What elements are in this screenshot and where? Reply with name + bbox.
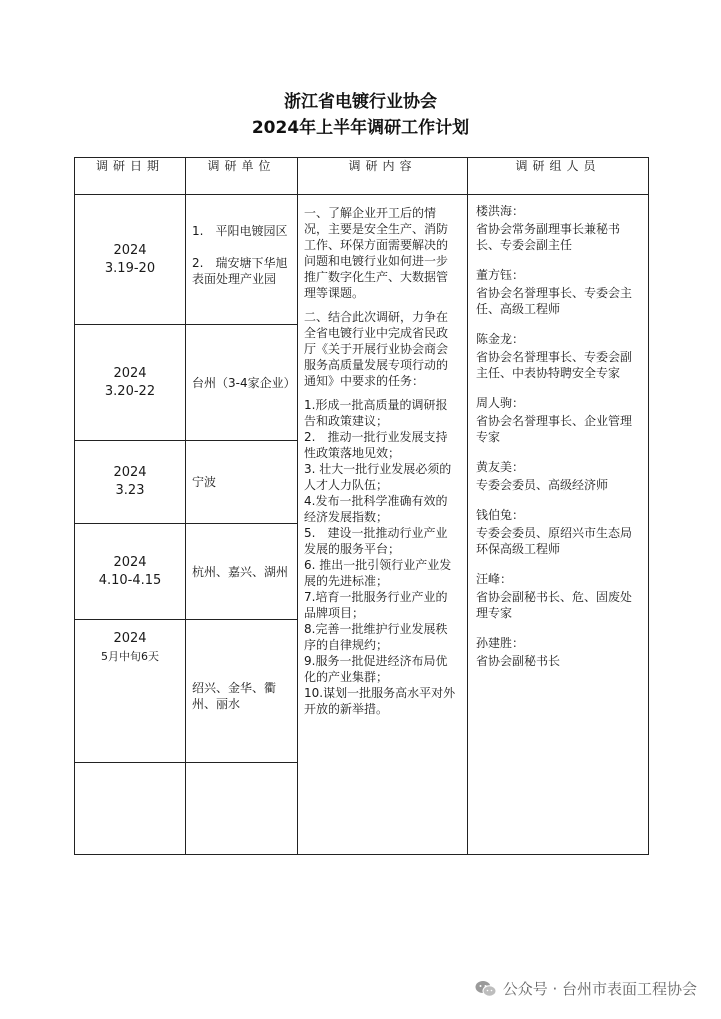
person-entry <box>476 459 642 493</box>
date-year: 2024 <box>113 631 147 646</box>
person-name: 董方钰： <box>476 268 525 282</box>
date-year: 2024 <box>113 365 147 381</box>
person-role: 专委会委员、原绍兴市生态局环保高级工程师 <box>476 526 633 556</box>
person-role: 省协会名誉理事长、专委会副主任、中表协特聘安全专家 <box>476 350 633 380</box>
task-item: 6. 推出一批引领行业产业发展的先进标准； <box>304 558 452 588</box>
unit-cell <box>186 620 298 763</box>
content-para-1: 一、了解企业开工后的情况，主要是安全生产、消防工作、环保方面需要解决的问题和电镀行业如何进一步推广数字化生产、大数据管理等课题。 <box>304 206 449 300</box>
person-name: 周人驹： <box>476 396 525 410</box>
task-item: 2. 推动一批行业发展支持性政策落地见效； <box>304 430 448 460</box>
date-range: 4.10-4.15 <box>98 572 162 588</box>
task-item: 1.形成一批高质量的调研报告和政策建议； <box>304 398 448 428</box>
table-row <box>75 195 649 325</box>
unit-item: 宁波 <box>192 475 217 489</box>
unit-item: 1. 平阳电镀园区 <box>192 224 288 238</box>
date-range: 5月中旬6天 <box>101 650 159 663</box>
task-item: 7.培育一批服务行业产业的品牌项目； <box>304 590 448 620</box>
content-para-2: 二、结合此次调研，力争在全省电镀行业中完成省民政厅《关于开展行业协会商会服务高质量发展专项行动的通知》中要求的任务： <box>304 310 449 388</box>
header-unit: 调研单位 <box>186 158 298 195</box>
unit-cell <box>186 524 298 620</box>
person-name: 钱伯兔： <box>476 508 525 522</box>
person-role: 专委会委员、高级经济师 <box>476 478 609 492</box>
header-date: 调研日期 <box>75 158 186 195</box>
date-cell <box>75 441 186 524</box>
date-cell <box>75 195 186 325</box>
person-name: 孙建胜： <box>476 636 525 650</box>
person-entry <box>476 331 642 381</box>
date-range: 3.19-20 <box>104 260 156 276</box>
unit-item: 2. 瑞安塘下华旭表面处理产业园 <box>192 256 288 286</box>
unit-item: 台州（3-4家企业） <box>192 375 296 390</box>
date-year: 2024 <box>113 242 147 258</box>
person-name: 汪峰： <box>476 572 513 586</box>
unit-item: 绍兴、金华、衢州、丽水 <box>192 681 277 711</box>
person-role: 省协会名誉理事长、企业管理专家 <box>476 414 633 444</box>
people-cell <box>468 195 649 855</box>
date-cell <box>75 620 186 763</box>
wechat-icon <box>475 980 497 998</box>
document-subtitle: 2024年上半年调研工作计划 <box>251 118 470 138</box>
person-entry <box>476 203 642 253</box>
person-entry <box>476 635 642 669</box>
date-year: 2024 <box>113 465 147 480</box>
person-role: 省协会副秘书长 <box>476 654 561 668</box>
date-year: 2024 <box>113 554 147 570</box>
date-cell <box>75 524 186 620</box>
task-item: 10.谋划一批服务高水平对外开放的新举措。 <box>304 686 456 716</box>
date-range: 3.23 <box>115 483 145 498</box>
task-list <box>304 397 459 717</box>
task-item: 3. 壮大一批行业发展必须的人才人力队伍； <box>304 462 452 492</box>
task-item: 5. 建设一批推动行业产业发展的服务平台； <box>304 526 448 556</box>
header-content: 调研内容 <box>298 158 468 195</box>
empty-date-cell <box>75 763 186 855</box>
person-entry <box>476 507 642 557</box>
header-people: 调研组人员 <box>468 158 649 195</box>
person-entry <box>476 571 642 621</box>
person-entry <box>476 395 642 445</box>
table-header-row <box>75 158 649 195</box>
empty-unit-cell <box>186 763 298 855</box>
task-item: 9.服务一批促进经济布局优化的产业集群； <box>304 654 448 684</box>
date-range: 3.20-22 <box>104 383 156 399</box>
document-title: 浙江省电镀行业协会 <box>284 92 437 112</box>
unit-cell <box>186 195 298 325</box>
unit-item: 杭州、嘉兴、湖州 <box>192 564 289 579</box>
footer-watermark <box>475 978 697 999</box>
task-item: 4.发布一批科学准确有效的经济发展指数； <box>304 494 448 524</box>
person-name: 黄友美： <box>476 460 525 474</box>
task-item: 8.完善一批维护行业发展秩序的自律规约； <box>304 622 448 652</box>
footer-text: 公众号 · 台州市表面工程协会 <box>502 980 697 998</box>
unit-cell <box>186 441 298 524</box>
person-role: 省协会副秘书长、危、固废处理专家 <box>476 590 633 620</box>
date-cell <box>75 325 186 441</box>
unit-cell <box>186 325 298 441</box>
person-role: 省协会常务副理事长兼秘书长、专委会副主任 <box>476 222 621 252</box>
plan-table <box>74 157 649 855</box>
person-entry <box>476 267 642 317</box>
person-name: 陈金龙： <box>476 332 525 346</box>
content-cell <box>298 195 468 855</box>
person-name: 楼洪海： <box>476 204 525 218</box>
person-role: 省协会名誉理事长、专委会主任、高级工程师 <box>476 286 633 316</box>
